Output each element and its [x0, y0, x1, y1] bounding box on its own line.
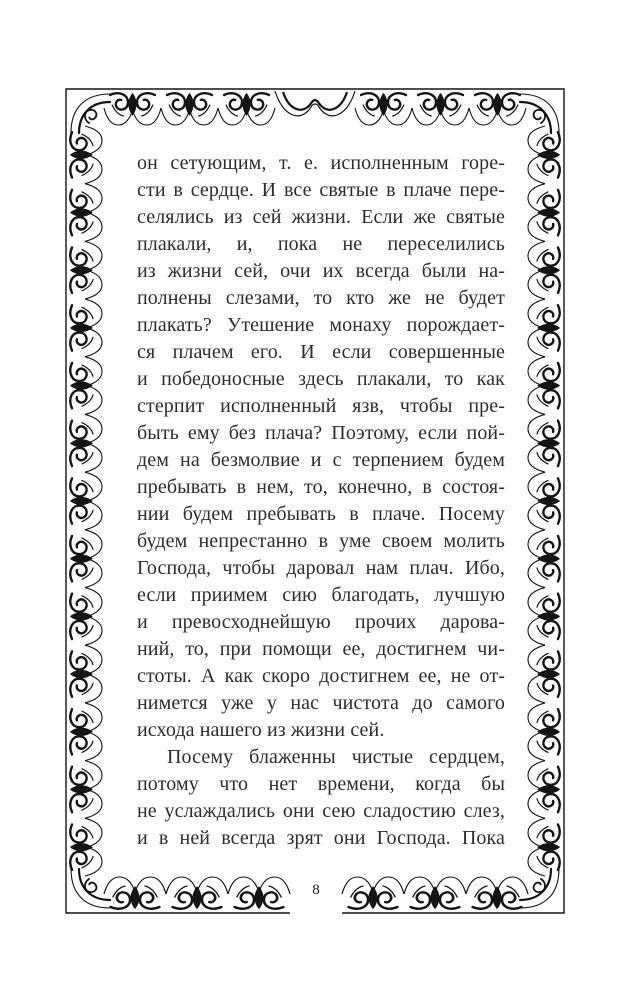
border-motif	[528, 357, 560, 415]
border-motif	[528, 645, 560, 703]
border-motif	[70, 645, 102, 703]
border-motif	[528, 472, 560, 530]
border-motif	[355, 93, 412, 125]
border-motif	[528, 588, 560, 646]
text-line: нии будем пребывать в плаче. Посему	[137, 503, 505, 525]
border-motif	[70, 588, 102, 646]
border-motif	[70, 530, 102, 588]
text-line: и превосходнейшую прочих дарова-	[137, 611, 505, 633]
border-motif	[528, 299, 560, 357]
text-line: стерпит исполненный язв, чтобы пре-	[137, 395, 505, 417]
border-motif	[161, 93, 218, 125]
border-motif	[520, 94, 559, 133]
page-number: 8	[312, 882, 320, 898]
text-line: сти в сердце. И все святые в плаче пере-	[137, 179, 505, 201]
border-motif	[528, 530, 560, 588]
text-line: ний, то, при помощи ее, достигнем чи-	[137, 638, 505, 660]
text-line: Господа, чтобы даровал нам плач. Ибо,	[137, 557, 505, 579]
text-line: исхода нашего из жизни сей.	[137, 719, 385, 741]
border-motif	[104, 93, 161, 125]
text-line: и в ней всегда зрят они Господа. Пока	[137, 827, 505, 849]
text-line: будем непрестанно в уме своем молить	[137, 530, 505, 552]
paragraph	[137, 150, 505, 744]
border-motif	[412, 93, 469, 125]
border-motif	[71, 94, 110, 133]
border-motif	[70, 126, 102, 184]
text-line: пребывать в нем, то, конечно, в состоя-	[137, 476, 505, 498]
border-motif	[528, 414, 560, 472]
border-motif	[469, 93, 526, 125]
border-motif	[466, 877, 528, 909]
border-motif	[528, 241, 560, 299]
border-motif	[70, 241, 102, 299]
text-line: Посему блаженны чистые сердцем,	[167, 746, 505, 768]
border-motif	[71, 869, 110, 908]
text-line: селялись из сей жизни. Если же святые	[137, 206, 505, 228]
text-line: полнены слезами, то кто же не будет	[137, 287, 505, 309]
border-motif	[275, 91, 355, 116]
border-motif	[70, 299, 102, 357]
border-motif	[528, 761, 560, 819]
border-motif	[70, 184, 102, 242]
border-motif	[528, 126, 560, 184]
text-line: потому что нет времени, когда бы	[137, 773, 505, 795]
border-motif	[404, 877, 466, 909]
border-motif	[70, 703, 102, 761]
border-motif	[342, 877, 404, 909]
border-motif	[528, 818, 560, 876]
border-motif	[528, 184, 560, 242]
border-motif	[528, 703, 560, 761]
border-motif	[70, 414, 102, 472]
page-text	[137, 150, 505, 852]
border-motif	[70, 761, 102, 819]
paragraph	[137, 744, 505, 852]
text-line: и победоносные здесь плакали, то как	[137, 368, 505, 390]
border-motif	[218, 93, 275, 125]
border-motif	[166, 877, 228, 909]
text-line: он сетующим, т. е. исполненным горе-	[137, 152, 505, 174]
border-motif	[70, 818, 102, 876]
text-line: быть ему без плача? Поэтому, если пой-	[137, 422, 505, 444]
border-motif	[70, 472, 102, 530]
border-motif	[70, 357, 102, 415]
border-motif	[228, 877, 290, 909]
border-motif	[104, 877, 166, 909]
text-line: не услаждались они сею сладостию слез,	[137, 800, 505, 822]
border-motif	[520, 869, 559, 908]
text-line: нимется уже у нас чистота до самого	[137, 692, 505, 714]
text-line: дем на безмолвие и с терпением будем	[137, 449, 505, 471]
text-line: плакали, и, пока не переселились	[137, 233, 505, 255]
text-line: ся плачем его. И если совершенные	[137, 341, 505, 363]
text-line: стоты. А как скоро достигнем ее, не от-	[137, 665, 505, 687]
text-line: из жизни сей, очи их всегда были на-	[137, 260, 505, 282]
text-line: плакать? Утешение монаху порождает-	[137, 314, 505, 336]
text-line: если приимем сию благодать, лучшую	[137, 584, 505, 606]
